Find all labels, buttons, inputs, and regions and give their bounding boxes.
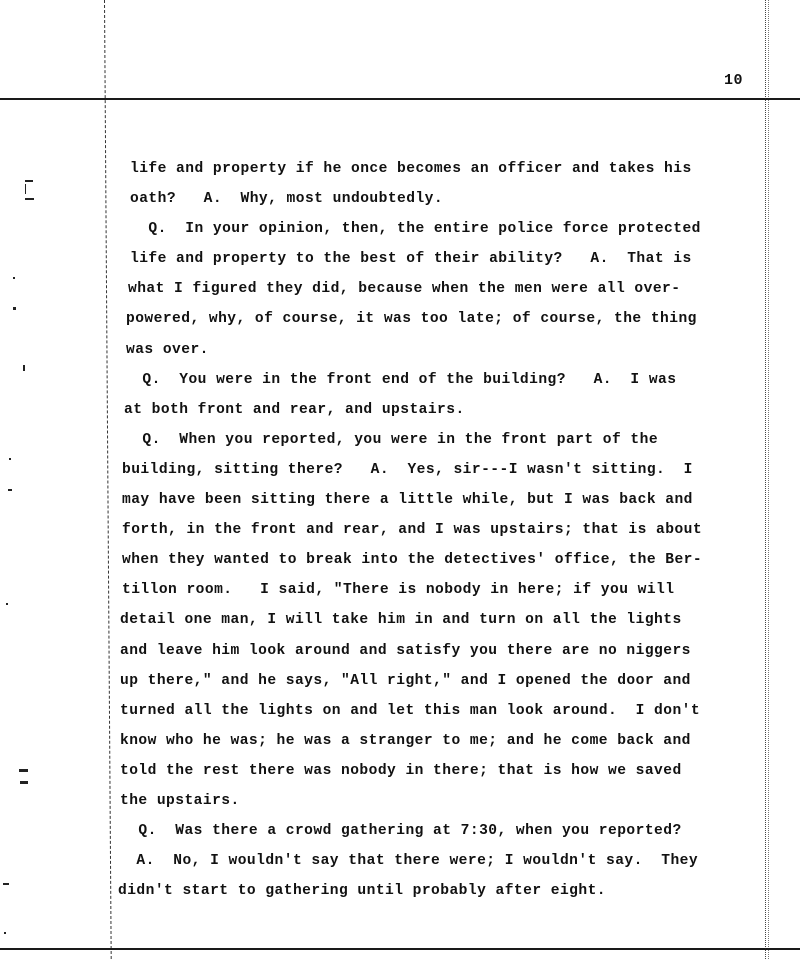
text-line: told the rest there was nobody in there; that is how we saved: [120, 762, 682, 779]
text-line: A. No, I wouldn't say that there were; I wouldn't say. They: [118, 853, 699, 870]
right-margin-rule: [765, 0, 769, 959]
margin-speck: [4, 932, 6, 934]
text-line: oath? A. Why, most undoubtedly.: [130, 191, 444, 208]
text-line: life and property if he once becomes an officer and takes his: [130, 161, 692, 177]
text-line: was over.: [126, 341, 209, 358]
text-line: life and property to the best of their ability? A. That is: [130, 251, 692, 268]
margin-speck: [25, 184, 26, 194]
margin-speck: [6, 603, 8, 605]
margin-speck: [13, 307, 16, 310]
text-line: didn't start to gathering until probably after eight.: [118, 883, 607, 900]
text-line: Q. You were in the front end of the building? A. I was: [124, 371, 677, 388]
text-line: detail one man, I will take him in and turn on all the lights: [120, 612, 682, 629]
text-line: know who he was; he was a stranger to me; and he come back and: [120, 732, 691, 749]
margin-speck: [25, 180, 33, 182]
text-line: building, sitting there? A. Yes, sir---I wasn't sitting. I: [122, 461, 693, 478]
text-line: and leave him look around and satisfy you there are no niggers: [120, 642, 691, 659]
page-number: 10: [724, 72, 744, 89]
margin-speck: [8, 489, 12, 491]
text-line: forth, in the front and rear, and I was upstairs; that is about: [122, 522, 703, 539]
text-line: powered, why, of course, it was too late; of course, the thing: [126, 311, 697, 328]
text-line: the upstairs.: [120, 792, 240, 809]
left-margin-rule: [104, 0, 112, 959]
footer-rule: [0, 948, 800, 950]
text-line: turned all the lights on and let this man look around. I don't: [120, 702, 701, 719]
margin-speck: [23, 365, 25, 371]
margin-speck: [9, 458, 11, 460]
transcript-body: [118, 158, 758, 910]
text-line: up there," and he says, "All right," and I opened the door and: [120, 672, 691, 689]
text-line: Q. When you reported, you were in the front part of the: [124, 431, 659, 448]
margin-speck: [25, 198, 34, 200]
margin-speck: [19, 769, 28, 772]
text-line: Q. In your opinion, then, the entire police force protected: [130, 221, 701, 238]
header-rule: [0, 98, 800, 100]
text-line: when they wanted to break into the detectives' office, the Ber-: [122, 552, 703, 569]
text-line: what I figured they did, because when the men were all over-: [128, 281, 681, 298]
text-line: Q. Was there a crowd gathering at 7:30, when you reported?: [120, 823, 682, 840]
margin-speck: [3, 883, 9, 885]
margin-speck: [20, 781, 28, 784]
margin-speck: [13, 277, 15, 279]
text-line: tillon room. I said, "There is nobody in here; if you will: [122, 582, 675, 599]
text-line: may have been sitting there a little while, but I was back and: [122, 492, 693, 509]
text-line: at both front and rear, and upstairs.: [124, 401, 465, 418]
